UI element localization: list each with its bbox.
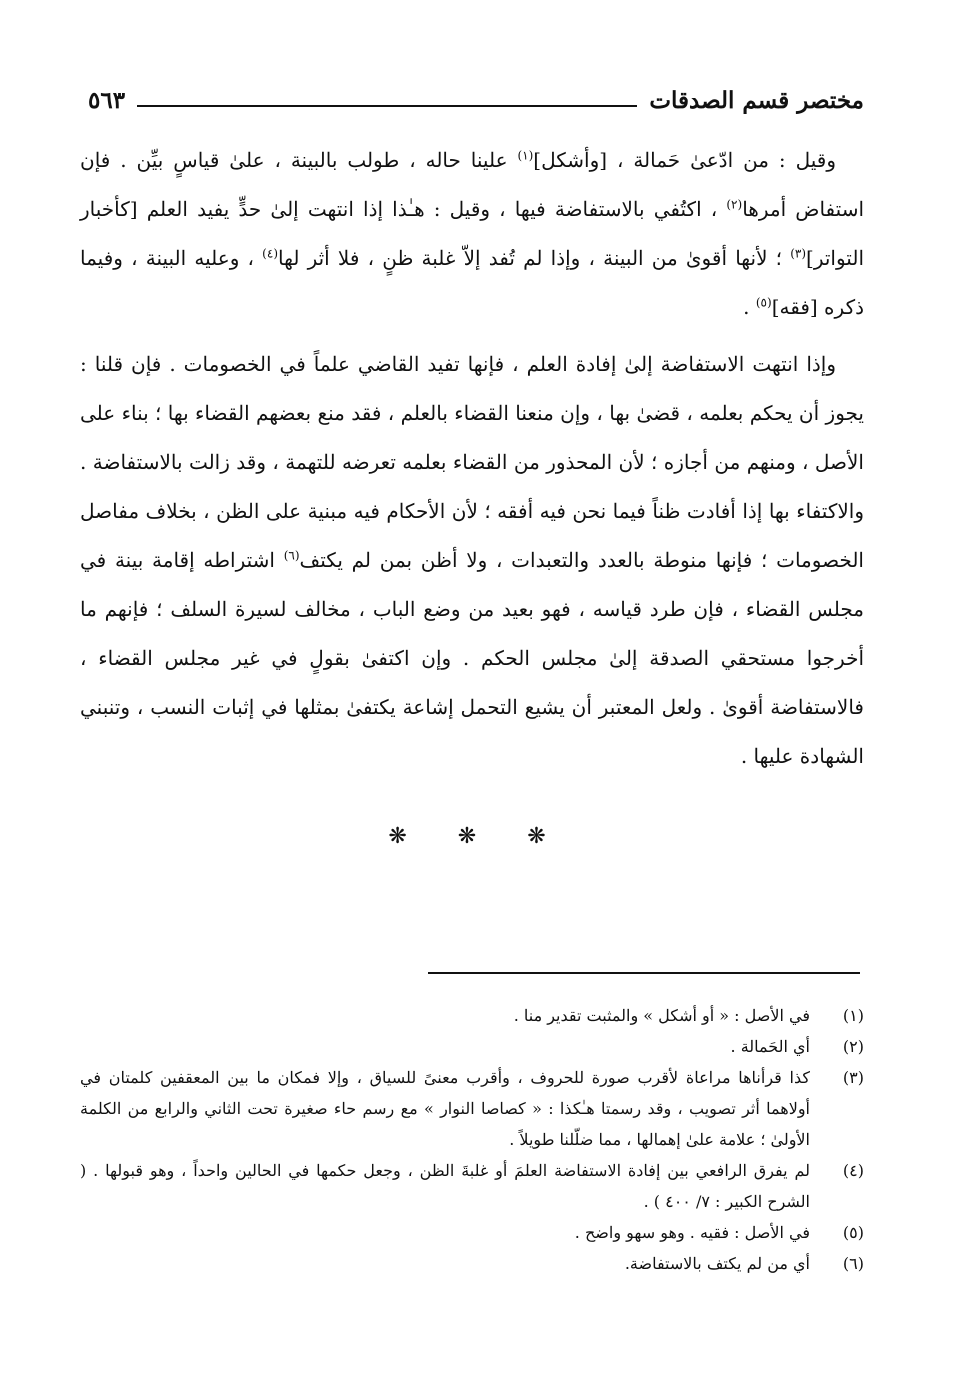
header-rule [137, 105, 637, 107]
text-segment: علينا حاله ، طولب بالبينة ، علىٰ قياسٍ بيِّن . فإن استفاض أمرها [80, 148, 865, 221]
main-text [80, 136, 864, 781]
footnote-number: (٤) [842, 1161, 864, 1180]
footnote-number: (٦) [842, 1254, 864, 1273]
footnote-marker: (١) [517, 148, 534, 163]
footnote-item [80, 1155, 864, 1217]
text-segment: وقيل : من ادّعىٰ حَمالة ، [وأشكل] [533, 148, 836, 172]
footnote-text: كذا قرأناها مراعاة لأقرب صورة للحروف ، وأقرب معنىً للسياق ، وإلا فمكان ما بين المعقفين كلمتان في أولاهما أثر تصويب ، وقد رسمتا هـٰكذا : « كصاصا النوار » مع رسم حاء صغيرة تحت الثاني والرابع من الكلمة الأولىٰ ؛ علامة علىٰ إهمالها ، مما ضلّلنا طويلاً . [80, 1068, 810, 1149]
footnote-marker: (٢) [726, 197, 743, 212]
running-header [88, 78, 864, 122]
footnote-number: (٣) [842, 1068, 864, 1087]
footnote-number: (٢) [842, 1037, 864, 1056]
footnote-text: لم يفرق الرافعي بين إفادة الاستفاضة العلمَ أو غلبةَ الظن ، وجعل حكمها في الحالين واحداً ، وهو قبولها . ( الشرح الكبير : ٧/ ٤٠٠ ) . [80, 1161, 810, 1211]
footnote-text: في الأصل : « أو أشكل » والمثبت تقدير منا . [513, 1006, 810, 1025]
footnote-item [80, 1248, 864, 1279]
footnote-text: أي الحَمالة . [730, 1037, 810, 1056]
book-title: مختصر قسم الصدقات [649, 86, 864, 114]
footnote-marker: (٤) [262, 246, 278, 261]
footnote-rule [428, 972, 860, 974]
footnote-item [80, 1217, 864, 1248]
footnote-number: (٥) [842, 1223, 864, 1242]
body-paragraph [80, 136, 864, 332]
footnote-text: أي من لم يكتف بالاستفاضة. [624, 1254, 810, 1273]
text-segment: وإذا انتهت الاستفاضة إلىٰ إفادة العلم ، فإنها تفيد القاضي علماً في الخصومات . فإن قلنا : يجوز أن يحكم بعلمه ، قضىٰ بها ، وإن منعنا القضاء بالعلم ، فقد منع بعضهم القضاء بها ؛ بناء على الأصل ، ومنهم من أجازه ؛ لأن المحذور من القضاء بعلمه تعرضه للتهمة ، وقد زالت بالاستفاضة . والاكتفاء بها إذا أفادت ظناً فيما نحن فيه أفقه ؛ لأن الأحكام فيه مبنية على الظن ، بخلاف مفاصل الخصومات ؛ فإنها منوطة بالعدد والتعبدات ، ولا أظن بمن لم يكتف [80, 352, 865, 572]
footnote-item [80, 1062, 864, 1155]
text-segment: اشتراطه إقامة بينة في مجلس القضاء ، فإن طرد قياسه ، فهو بعيد من وضع الباب ، مخالف لسيرة السلف ؛ فإنهم ما أخرجوا مستحقي الصدقة إلىٰ مجلس الحكم . وإن اكتفىٰ بقولٍ في غير مجلس القضاء ، فالاستفاضة أقوىٰ . ولعل المعتبر أن يشيع التحمل إشاعة يكتفىٰ بمثلها في إثبات النسب ، وتنبني الشهادة عليها . [80, 548, 864, 768]
footnote-marker: (٥) [755, 295, 772, 310]
text-segment: . [743, 295, 756, 319]
text-segment: ، وعليه البينة ، وفيما ذكره [فقه] [80, 246, 864, 319]
section-separator: ❋ ❋ ❋ [388, 824, 568, 849]
footnote-item [80, 1031, 864, 1062]
footnote-item [80, 1000, 864, 1031]
footnotes [80, 1000, 864, 1279]
footnote-number: (١) [842, 1006, 864, 1025]
footnote-text: في الأصل : فقيه . وهو سهو واضح . [574, 1223, 810, 1242]
footnote-marker: (٦) [283, 548, 300, 563]
text-segment: ؛ لأنها أقوىٰ من البينة ، وإذا لم تُفد إلاّ غلبة ظنٍ ، فلا أثر لها [278, 246, 791, 270]
page-number: ٥٦٣ [88, 86, 126, 114]
text-segment: ، اكتُفي بالاستفاضة فيها ، وقيل : هـٰذا إذا انتهت إلىٰ حدٍّ يفيد العلم [كأخبار التواتر] [80, 197, 864, 270]
footnote-marker: (٣) [790, 246, 807, 261]
body-paragraph [80, 340, 864, 781]
